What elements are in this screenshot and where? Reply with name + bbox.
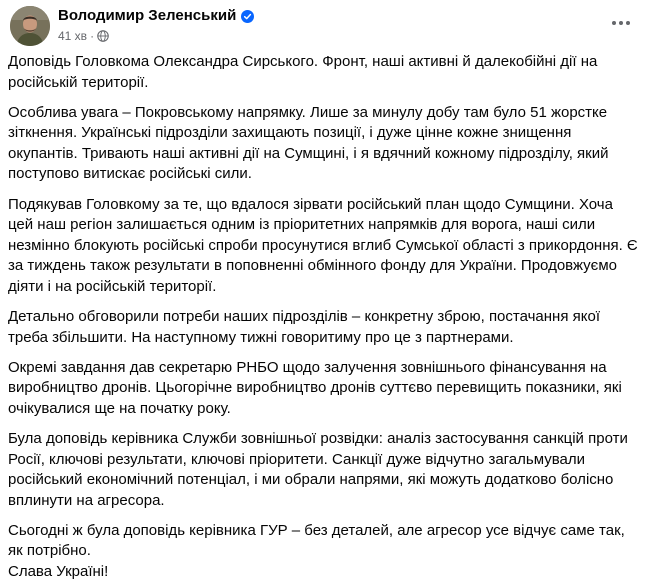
post-paragraph: Подякував Головкому за те, що вдалося зірвати російський план щодо Сумщини. Хоча цей наш регіон залишається одним із пріоритетних напрямків для ворога, наші сили незмінно блокують російські спроби просунутися вглиб Сумської області з прикордоння. Є за тиждень також результати в поповненні обмінного фонду для України. Продовжуємо діяти і на російській території. [8,195,638,295]
post-paragraph: Сьогодні ж була доповідь керівника ГУР – без деталей, але агресор усе відчує саме так, як потрібно. [8,521,625,560]
post-paragraph: Особлива увага – Покровському напрямку. Лише за минулу добу там було 51 жорстке зіткнення. Українські підрозділи захищають позиції, і дуже цінне кожне знищення окупантів. Тривають наші активні дії на Сумщині, і я вдячний кожному підрозділу, який поступово витискає російські сили. [8,103,609,183]
post-header [8,0,640,50]
post-paragraph: Доповідь Головкома Олександра Сирського. Фронт, наші активні й далекобійні дії на російській території. [8,53,598,91]
author-avatar[interactable] [10,6,50,46]
verified-badge-icon [241,10,254,23]
globe-icon[interactable] [97,30,109,42]
avatar-photo-icon [10,6,50,46]
ellipsis-icon [611,20,631,26]
post-paragraph: Була доповідь керівника Служби зовнішньої розвідки: аналіз застосування санкцій проти Росії, ключові результати, ключові пріоритети. Санкції дуже відчутно загальмували російський економічний потенціал, і ми обрали напрями, які можуть додатково болісно вплинути на агресора. [8,430,628,509]
more-options-button[interactable] [608,10,634,36]
post-meta [58,29,109,43]
post-paragraph: Окремі завдання дав секретарю РНБО щодо залучення зовнішнього фінансування на виробництво дронів. Цьогорічне виробництво дронів суттєво перевищить показники, які очікувалися ще на початку року. [8,358,622,417]
post-closing: Слава Україні! [8,563,109,581]
post-paragraph: Детально обговорили потреби наших підрозділів – конкретну зброю, постачання якої треба збільшити. На наступному тижні говоритиму про це з партнерами. [8,308,600,346]
author-line [58,7,254,25]
author-name[interactable]: Володимир Зеленський [58,7,237,24]
meta-separator: · [90,29,95,43]
post-body [8,50,640,583]
post-timestamp[interactable]: 41 хв [58,29,88,43]
